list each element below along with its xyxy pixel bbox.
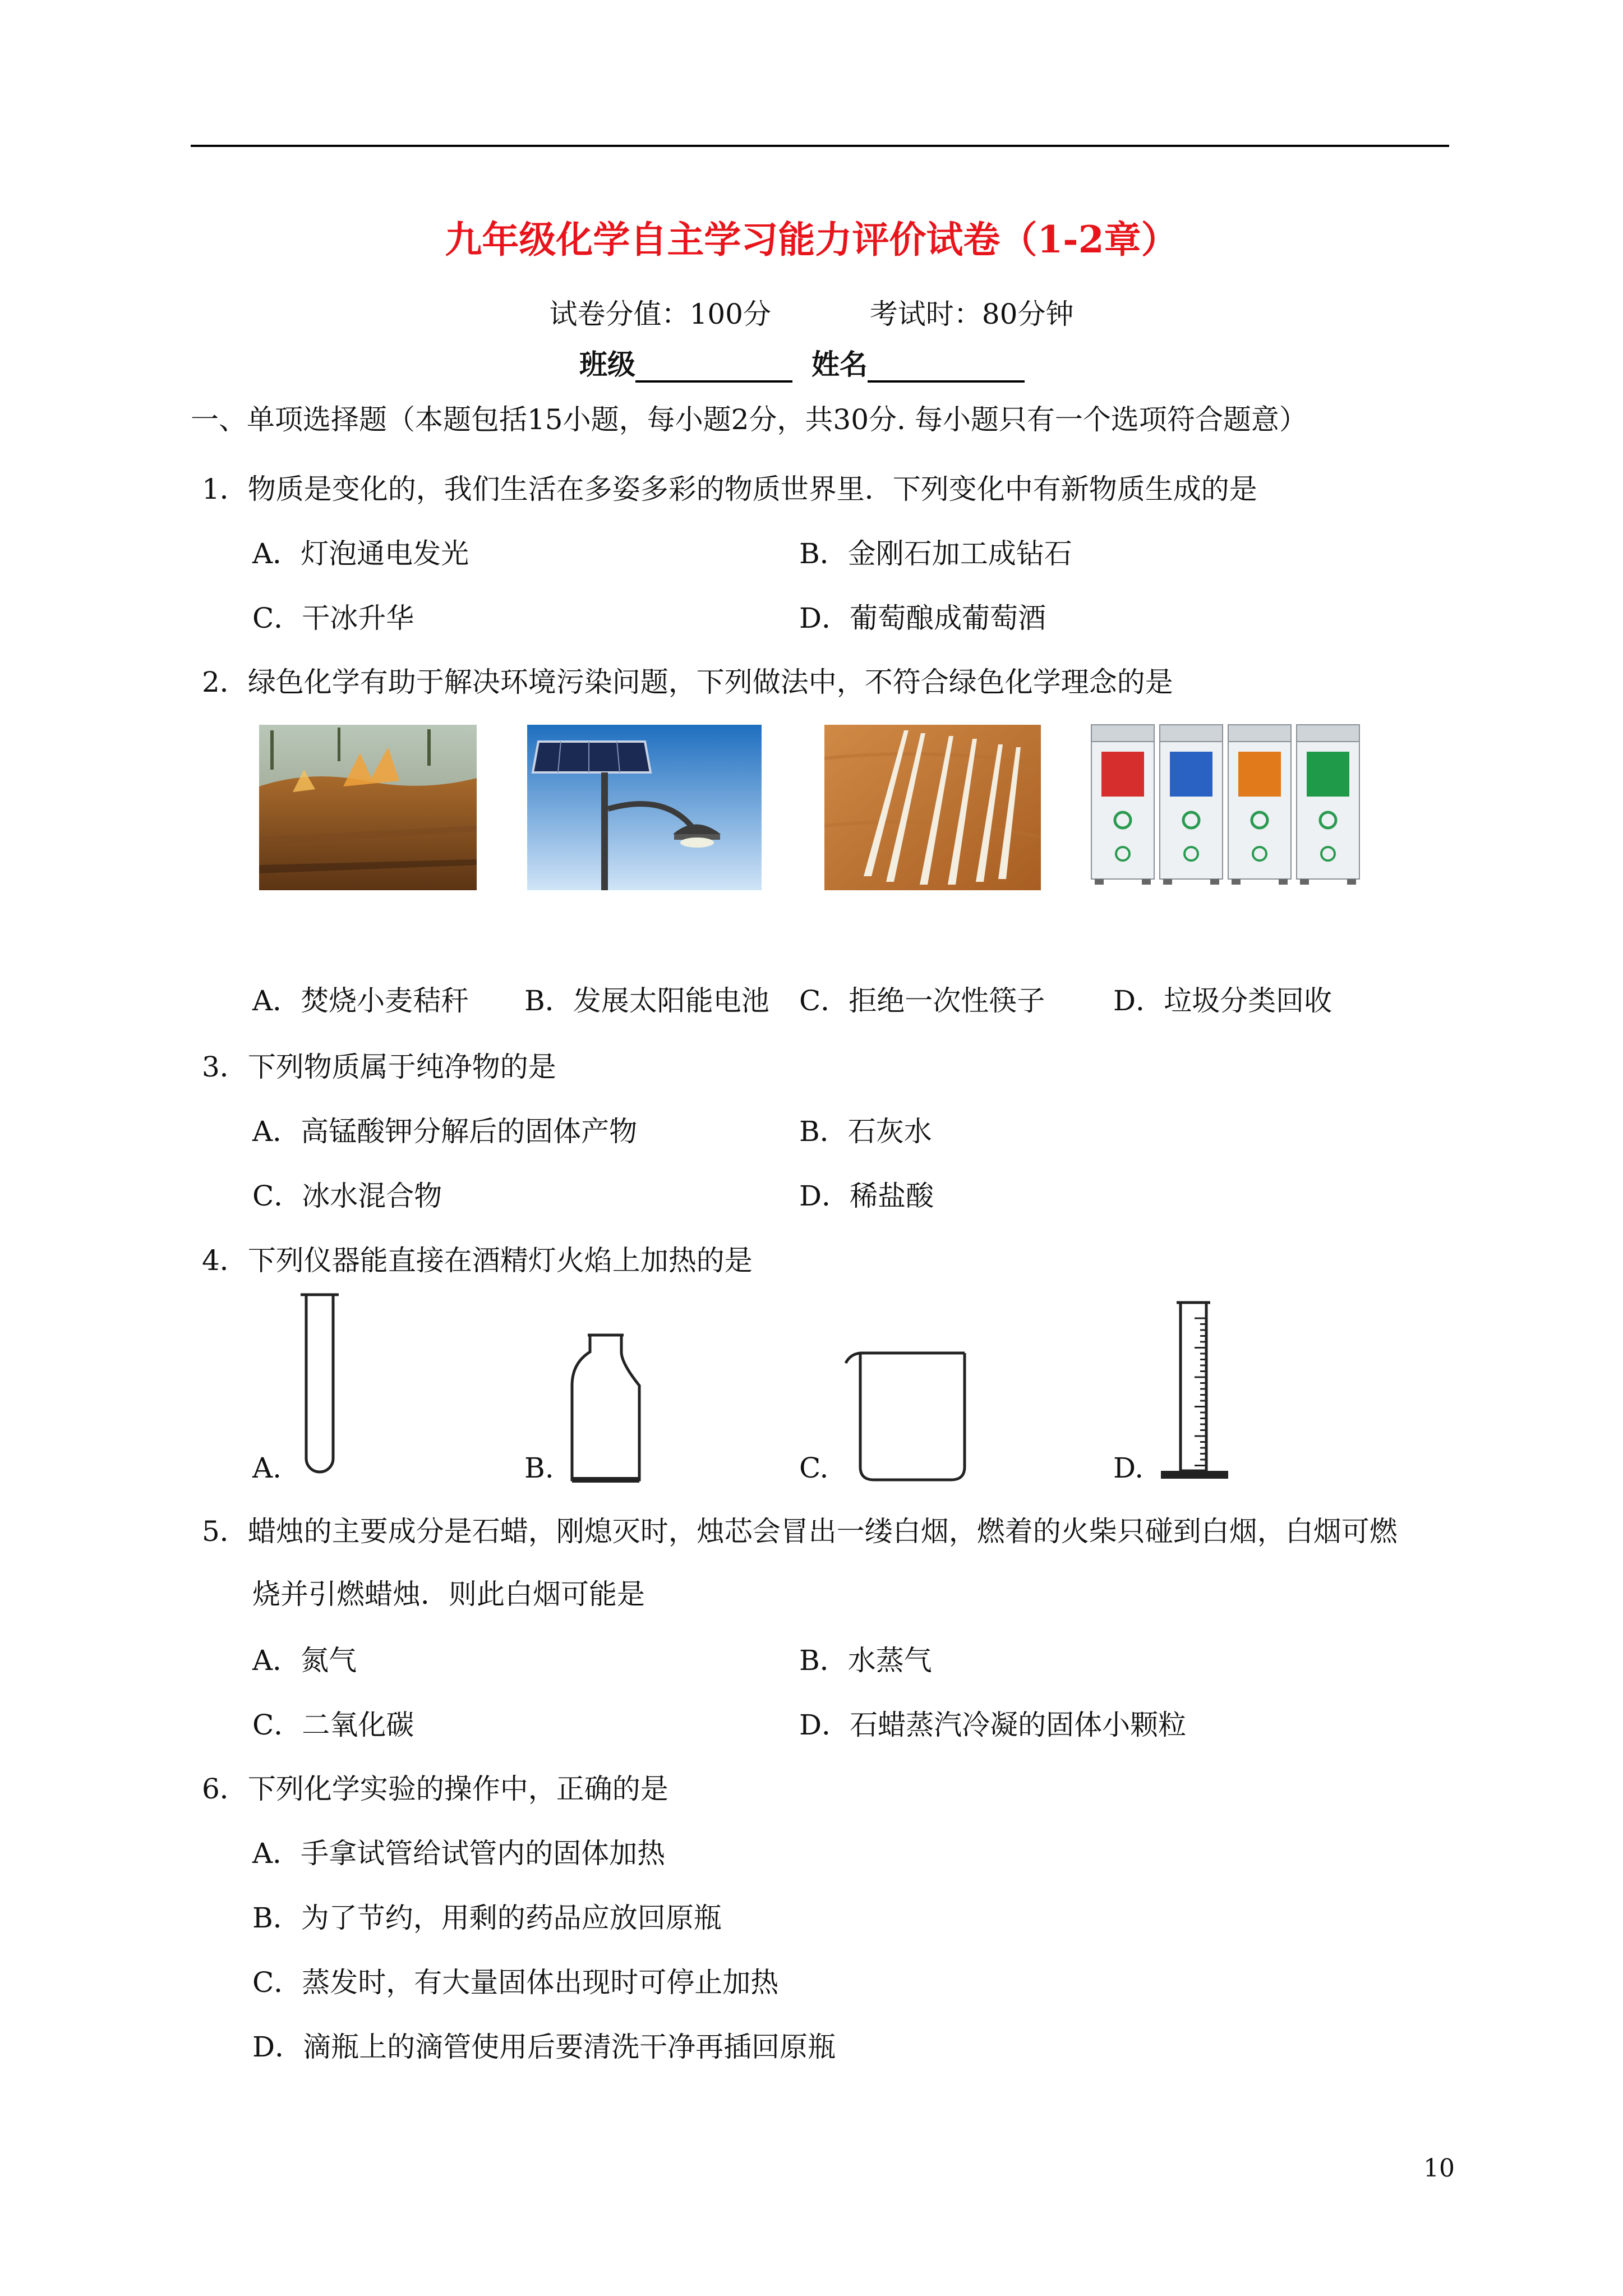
time-info: 考试时：80分钟 [869,298,1074,330]
question-4 [202,1243,753,1278]
question-1 [202,471,1257,507]
option-4b: B. [524,1452,554,1484]
recycling-bin [1160,725,1223,885]
recycling-bin [1297,725,1359,885]
question-number: 2． [202,666,248,698]
question-5-continued: 烧并引燃蜡烛．则此白烟可能是 [252,1578,645,1611]
section-heading: 一、单项选择题（本题包括15小题，每小题2分，共30分. 每小题只有一个选项符合题意） [191,403,1307,436]
question-stem: 下列仪器能直接在酒精灯火焰上加热的是 [247,1244,753,1277]
option-1d: D．葡萄酿成葡萄酒 [799,602,1046,634]
exam-meta [0,296,1623,332]
name-label: 姓名 [811,348,868,381]
option-5b: B．水蒸气 [799,1644,932,1677]
option-4c: C. [799,1452,829,1484]
question-6 [202,1771,668,1807]
chopsticks-photo [824,725,1041,890]
option-5c: C．二氧化碳 [252,1709,414,1741]
question-stem: 物质是变化的，我们生活在多姿多彩的物质世界里．下列变化中有新物质生成的是 [247,473,1257,505]
question-stem: 下列化学实验的操作中，正确的是 [247,1773,668,1805]
recycling-bins-photo [1087,719,1366,890]
option-2a: A．焚烧小麦秸秆 [252,984,469,1017]
score-info: 试卷分值：100分 [549,298,771,330]
option-3c: C．冰水混合物 [252,1180,442,1212]
option-2b: B．发展太阳能电池 [524,984,769,1017]
option-4d: D. [1113,1452,1144,1484]
option-1a: A．灯泡通电发光 [252,537,469,570]
top-rule [191,145,1449,147]
question-stem: 蜡烛的主要成分是石蜡，刚熄灭时，烛芯会冒出一缕白烟，燃着的火柴只碰到白烟，白烟可燃 [247,1515,1398,1548]
page-number: 10 [1423,2154,1455,2183]
student-info [0,347,1623,383]
recycling-bin [1091,725,1154,885]
option-6d: D．滴瓶上的滴管使用后要清洗干净再插回原瓶 [252,2031,836,2063]
option-3b: B．石灰水 [799,1115,932,1148]
name-blank[interactable] [868,352,1025,383]
option-2c: C．拒绝一次性筷子 [799,984,1045,1017]
question-5 [202,1513,1398,1549]
option-6b: B．为了节约，用剩的药品应放回原瓶 [252,1902,722,1934]
option-3a: A．高锰酸钾分解后的固体产物 [252,1115,638,1148]
option-1b: B．金刚石加工成钻石 [799,537,1072,570]
class-label: 班级 [579,348,635,381]
class-blank[interactable] [635,352,792,383]
question-number: 5． [202,1515,248,1548]
exam-title: 九年级化学自主学习能力评价试卷（1-2章） [445,218,1178,261]
question-number: 6． [202,1773,248,1805]
option-4a: A. [252,1452,282,1484]
reagent-bottle-icon [561,1329,651,1487]
measuring-cylinder-icon [1155,1296,1234,1487]
solar-lamp-photo [527,725,762,890]
question-number: 1． [202,473,248,505]
option-6c: C．蒸发时，有大量固体出现时可停止加热 [252,1966,779,1999]
option-5a: A．氮气 [252,1644,357,1677]
beaker-icon [841,1346,976,1487]
question-number: 4． [202,1244,248,1277]
test-tube-icon [292,1290,348,1487]
option-1c: C．干冰升华 [252,602,414,634]
option-5d: D．石蜡蒸汽冷凝的固体小颗粒 [799,1709,1187,1741]
question-2 [202,664,1173,700]
question-number: 3． [202,1051,248,1083]
burning-straw-photo [259,725,477,890]
question-stem: 下列物质属于纯净物的是 [247,1051,556,1083]
option-3d: D．稀盐酸 [799,1180,934,1212]
recycling-bin [1228,725,1291,885]
option-2d: D．垃圾分类回收 [1113,984,1332,1017]
question-3 [202,1049,556,1085]
option-6a: A．手拿试管给试管内的固体加热 [252,1837,666,1870]
question-stem: 绿色化学有助于解决环境污染问题，下列做法中，不符合绿色化学理念的是 [247,666,1173,698]
